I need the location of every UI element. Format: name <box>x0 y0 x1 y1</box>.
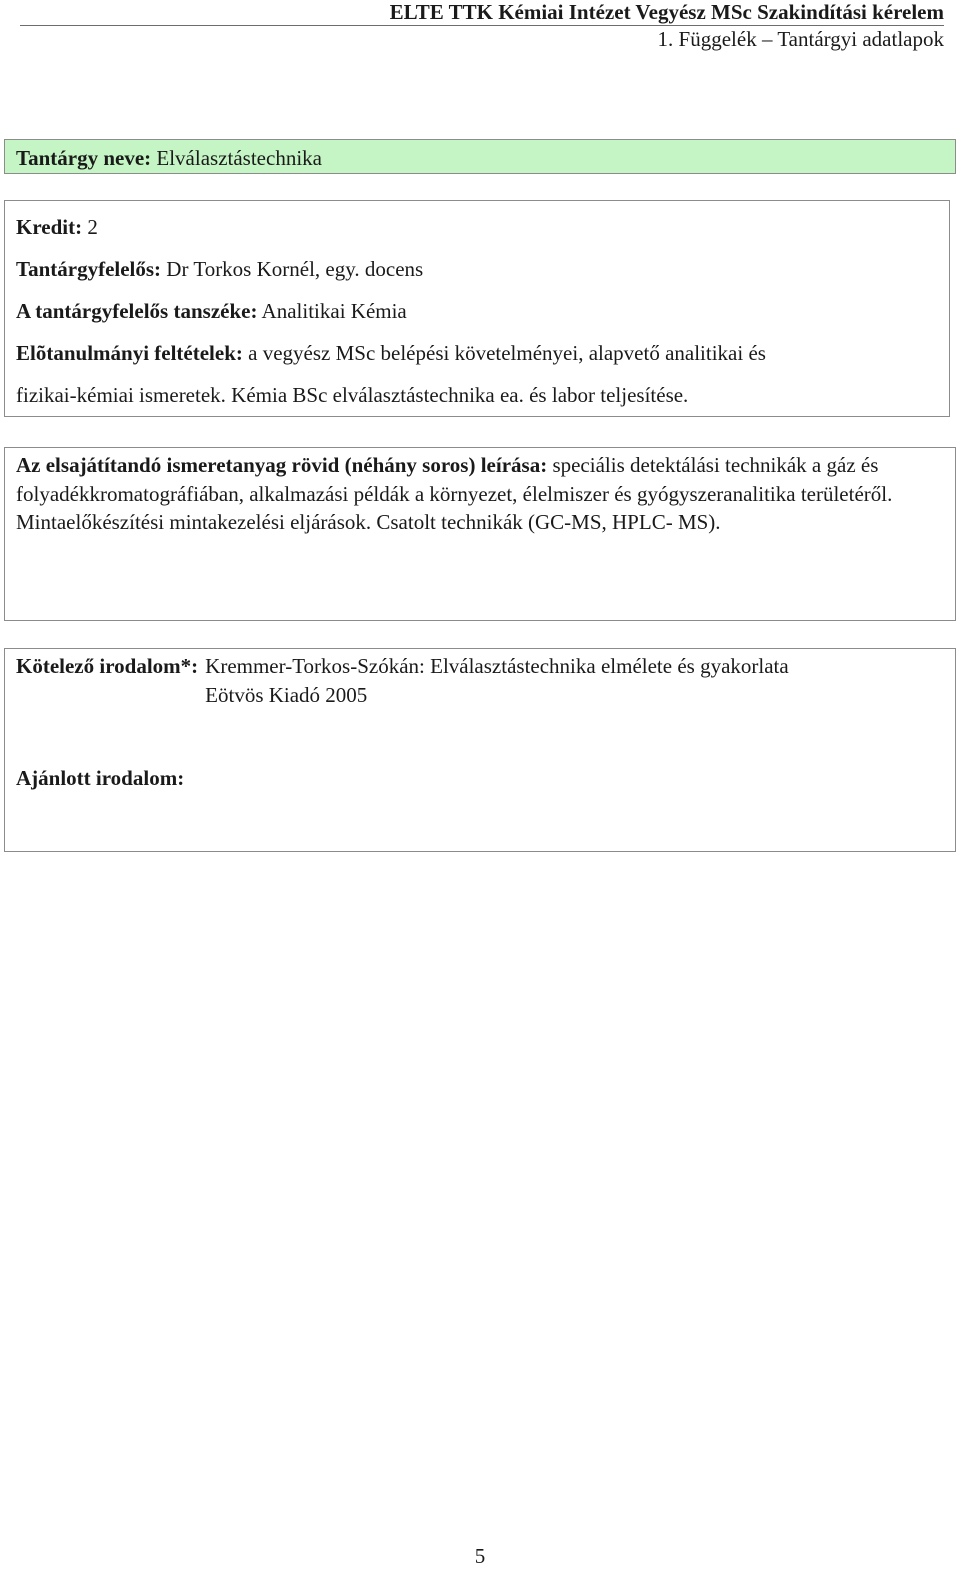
department-value: Analitikai Kémia <box>257 299 407 323</box>
subject-name-label: Tantárgy neve: <box>16 146 152 170</box>
page-number: 5 <box>474 1544 486 1568</box>
responsible-label: Tantárgyfelelős: <box>16 257 162 281</box>
prerequisites-continuation: fizikai-kémiai ismeretek. Kémia BSc elválasztástechnika ea. és labor teljesítése. <box>16 383 689 407</box>
header-divider <box>20 25 944 26</box>
description-label: Az elsajátítandó ismeretanyag rövid (néhány soros) leírása: <box>16 453 548 477</box>
department-label: A tantárgyfelelős tanszéke: <box>16 299 258 323</box>
required-literature-line2: Eötvös Kiadó 2005 <box>205 682 368 707</box>
literature-box <box>4 648 956 852</box>
subject-info-box <box>4 200 950 417</box>
required-literature-line1: Kremmer-Torkos-Szókán: Elválasztástechnika elmélete és gyakorlata <box>205 654 789 678</box>
required-literature-value <box>205 652 789 709</box>
page-header <box>390 0 944 54</box>
responsible-line <box>16 248 938 290</box>
description-box <box>4 447 956 621</box>
prerequisites-label: Elõtanulmányi feltételek: <box>16 341 243 365</box>
credit-label: Kredit: <box>16 215 83 239</box>
document-title: ELTE TTK Kémiai Intézet Vegyész MSc Szakindítási kérelem <box>389 0 944 24</box>
prerequisites-value: a vegyész MSc belépési követelményei, alapvető analitikai és <box>242 341 766 365</box>
subject-name-box <box>4 139 956 174</box>
responsible-value: Dr Torkos Kornél, egy. docens <box>161 257 424 281</box>
document-subtitle: 1. Függelék – Tantárgyi adatlapok <box>657 27 944 51</box>
required-literature-label: Kötelező irodalom*: <box>16 654 199 678</box>
description-text: speciális detektálási technikák a gáz és folyadékkromatográfiában, alkalmazási példák a környezet, élelmiszer és gyógyszeranalitika területéről. Mintaelőkészítési mintakezelési eljárások. Csatolt technikák (GC-MS, HPLC- MS). <box>16 453 893 535</box>
prerequisites-line <box>16 332 938 374</box>
credit-line <box>16 206 938 248</box>
recommended-literature-label: Ajánlott irodalom: <box>16 766 185 790</box>
department-line <box>16 290 938 332</box>
subject-name-value: Elválasztástechnika <box>151 146 322 170</box>
required-literature <box>16 652 944 709</box>
credit-value: 2 <box>82 215 98 239</box>
